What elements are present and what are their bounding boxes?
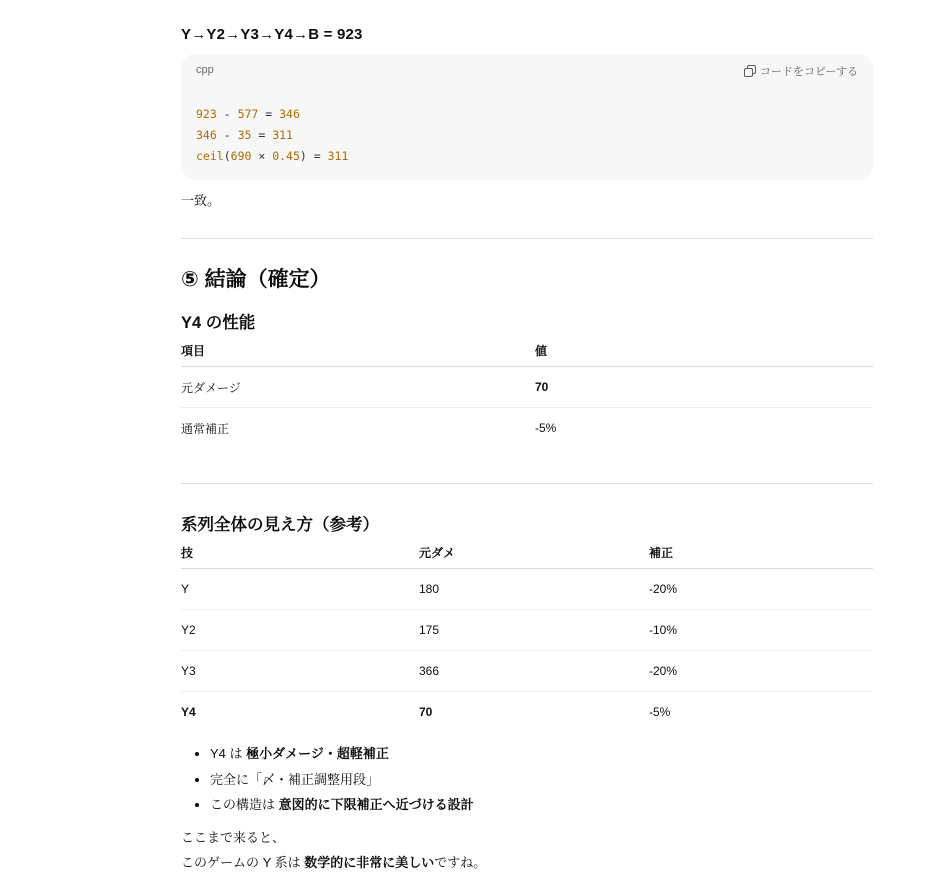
table-cell: -5% (535, 421, 557, 435)
summary-list (181, 741, 474, 818)
closing-line: このゲームの Y 系は 数学的に非常に美しいですね。 (181, 855, 487, 870)
column-header: 元ダメ (419, 537, 649, 569)
closing-paragraph (181, 825, 486, 875)
column-header: 項目 (181, 335, 535, 367)
table-header-row (181, 335, 873, 367)
table-header-row (181, 537, 873, 569)
match-text: 一致。 (181, 193, 221, 208)
code-content (196, 104, 348, 167)
table-cell: 元ダメージ (181, 367, 535, 408)
table-row (181, 610, 873, 651)
series-table (181, 537, 873, 732)
table-cell: -5% (649, 705, 671, 719)
table-cell: Y4 (181, 705, 196, 719)
table-cell: Y2 (181, 610, 419, 651)
y4-performance-table (181, 335, 873, 448)
column-header: 補正 (649, 537, 873, 569)
list-item: • Y4 は 極小ダメージ・超軽補正 (210, 741, 474, 767)
divider (181, 238, 873, 239)
code-line: ceil(690 × 0.45) = 311 (196, 149, 349, 163)
copy-label: コードをコピーする (759, 66, 858, 78)
table-cell: -20% (649, 651, 873, 692)
copy-code-button[interactable] (744, 63, 858, 79)
series-heading: 系列全体の見え方（参考） (181, 516, 379, 534)
table-row (181, 367, 873, 408)
table-cell: 70 (419, 705, 433, 719)
table-row (181, 651, 873, 692)
table-cell: Y3 (181, 651, 419, 692)
column-header: 値 (535, 335, 873, 367)
table-row (181, 692, 873, 733)
code-block (181, 54, 873, 180)
closing-line: ここまで来ると、 (181, 830, 286, 845)
table-row (181, 408, 873, 449)
list-item: • この構造は 意図的に下限補正へ近づける設計 (210, 792, 474, 818)
table-cell: 通常補正 (181, 421, 230, 436)
table-cell: 366 (419, 651, 649, 692)
table-cell: 70 (535, 367, 873, 408)
copy-icon (744, 65, 756, 77)
list-item: • 完全に「〆・補正調整用段」 (210, 767, 474, 793)
table-cell: 180 (419, 569, 649, 610)
table-cell: -10% (649, 610, 873, 651)
code-line: 923 - 577 = 346 (196, 107, 300, 121)
divider (181, 483, 873, 484)
column-header: 技 (181, 537, 419, 569)
y4-performance-heading: Y4 の性能 (181, 314, 256, 332)
table-row (181, 569, 873, 610)
table-cell: 175 (419, 610, 649, 651)
code-line: 346 - 35 = 311 (196, 128, 293, 142)
combo-formula: Y→Y2→Y3→Y4→B = 923 (181, 26, 363, 43)
table-cell: -20% (649, 569, 873, 610)
table-cell: Y (181, 569, 419, 610)
conclusion-heading: ⑤ 結論（確定） (181, 268, 331, 291)
code-language-label: cpp (196, 64, 214, 76)
